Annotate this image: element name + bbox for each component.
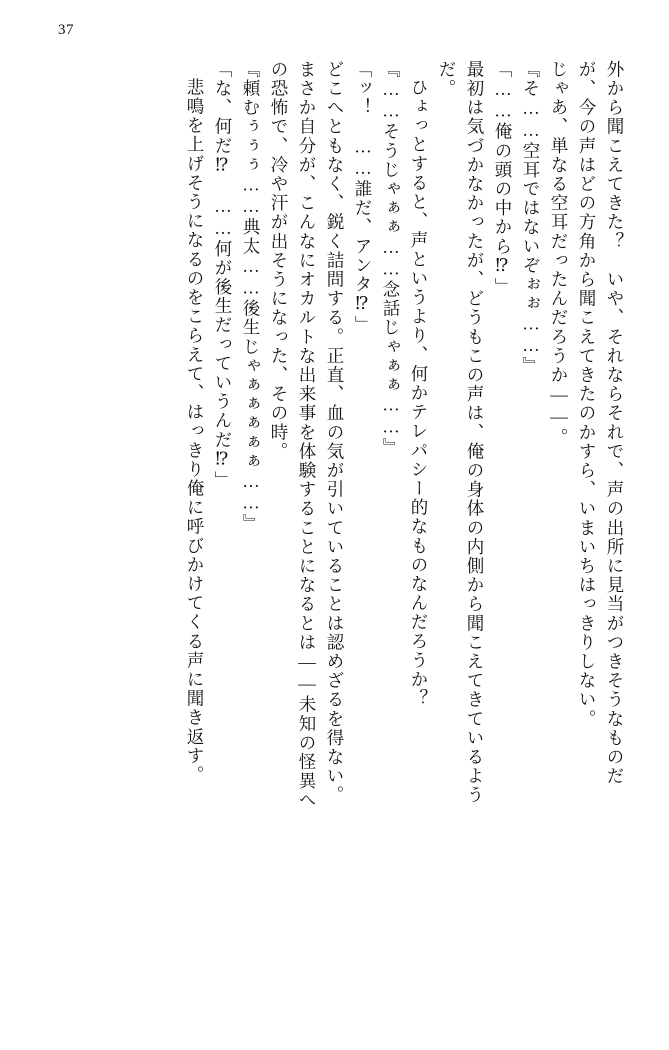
text-line: 「ッ！ ……誰だ、アンタ⁉」 bbox=[353, 60, 373, 335]
text-line: 悲鳴を上げそうになるのをこらえて、はっきり俺に呼びかけてくる声に聞き返す。 bbox=[185, 78, 205, 785]
text-line: まさか自分が、こんなにオカルトな出来事を体験することになるとは——未知の怪異へ bbox=[297, 60, 317, 810]
text-line: 外から聞こえてきた？ いや、それならそれで、声の出所に見当がつきそうなものだ bbox=[605, 60, 625, 786]
page-number: 37 bbox=[58, 22, 74, 38]
text-line: ひょっとすると、声というより、何かテレパシー的なものなんだろうか？ bbox=[409, 78, 429, 709]
text-line: 『……そうじゃぁぁ……念話じゃぁぁ……』 bbox=[381, 60, 401, 457]
text-line: 『頼むぅぅぅ……典太……後生じゃぁぁぁぁぁ……』 bbox=[241, 60, 261, 534]
text-line: だ。 bbox=[437, 60, 457, 99]
text-line: 「な、何だ⁉ ……何が後生だっていうんだ⁉」 bbox=[213, 60, 233, 491]
text-line: 『そ……空耳ではないぞぉぉ……』 bbox=[521, 60, 541, 376]
text-line: 「……俺の頭の中から⁉」 bbox=[493, 60, 513, 297]
text-line: どこへともなく、鋭く詰問する。正直、血の気が引いていることは認めざるを得ない。 bbox=[325, 60, 345, 805]
text-line: が、今の声はどの方角から聞こえてきたのかすら、いまいちはっきりしない。 bbox=[577, 60, 597, 729]
text-line: 最初は気づかなかったが、どうもこの声は、俺の身体の内側から聞こえてきているよう bbox=[465, 60, 485, 805]
text-line: じゃあ、単なる空耳だったんだろうか——。 bbox=[549, 60, 569, 447]
text-line: の恐怖で、冷や汗が出そうになった、その時。 bbox=[269, 60, 289, 462]
vertical-text-block bbox=[49, 60, 629, 990]
